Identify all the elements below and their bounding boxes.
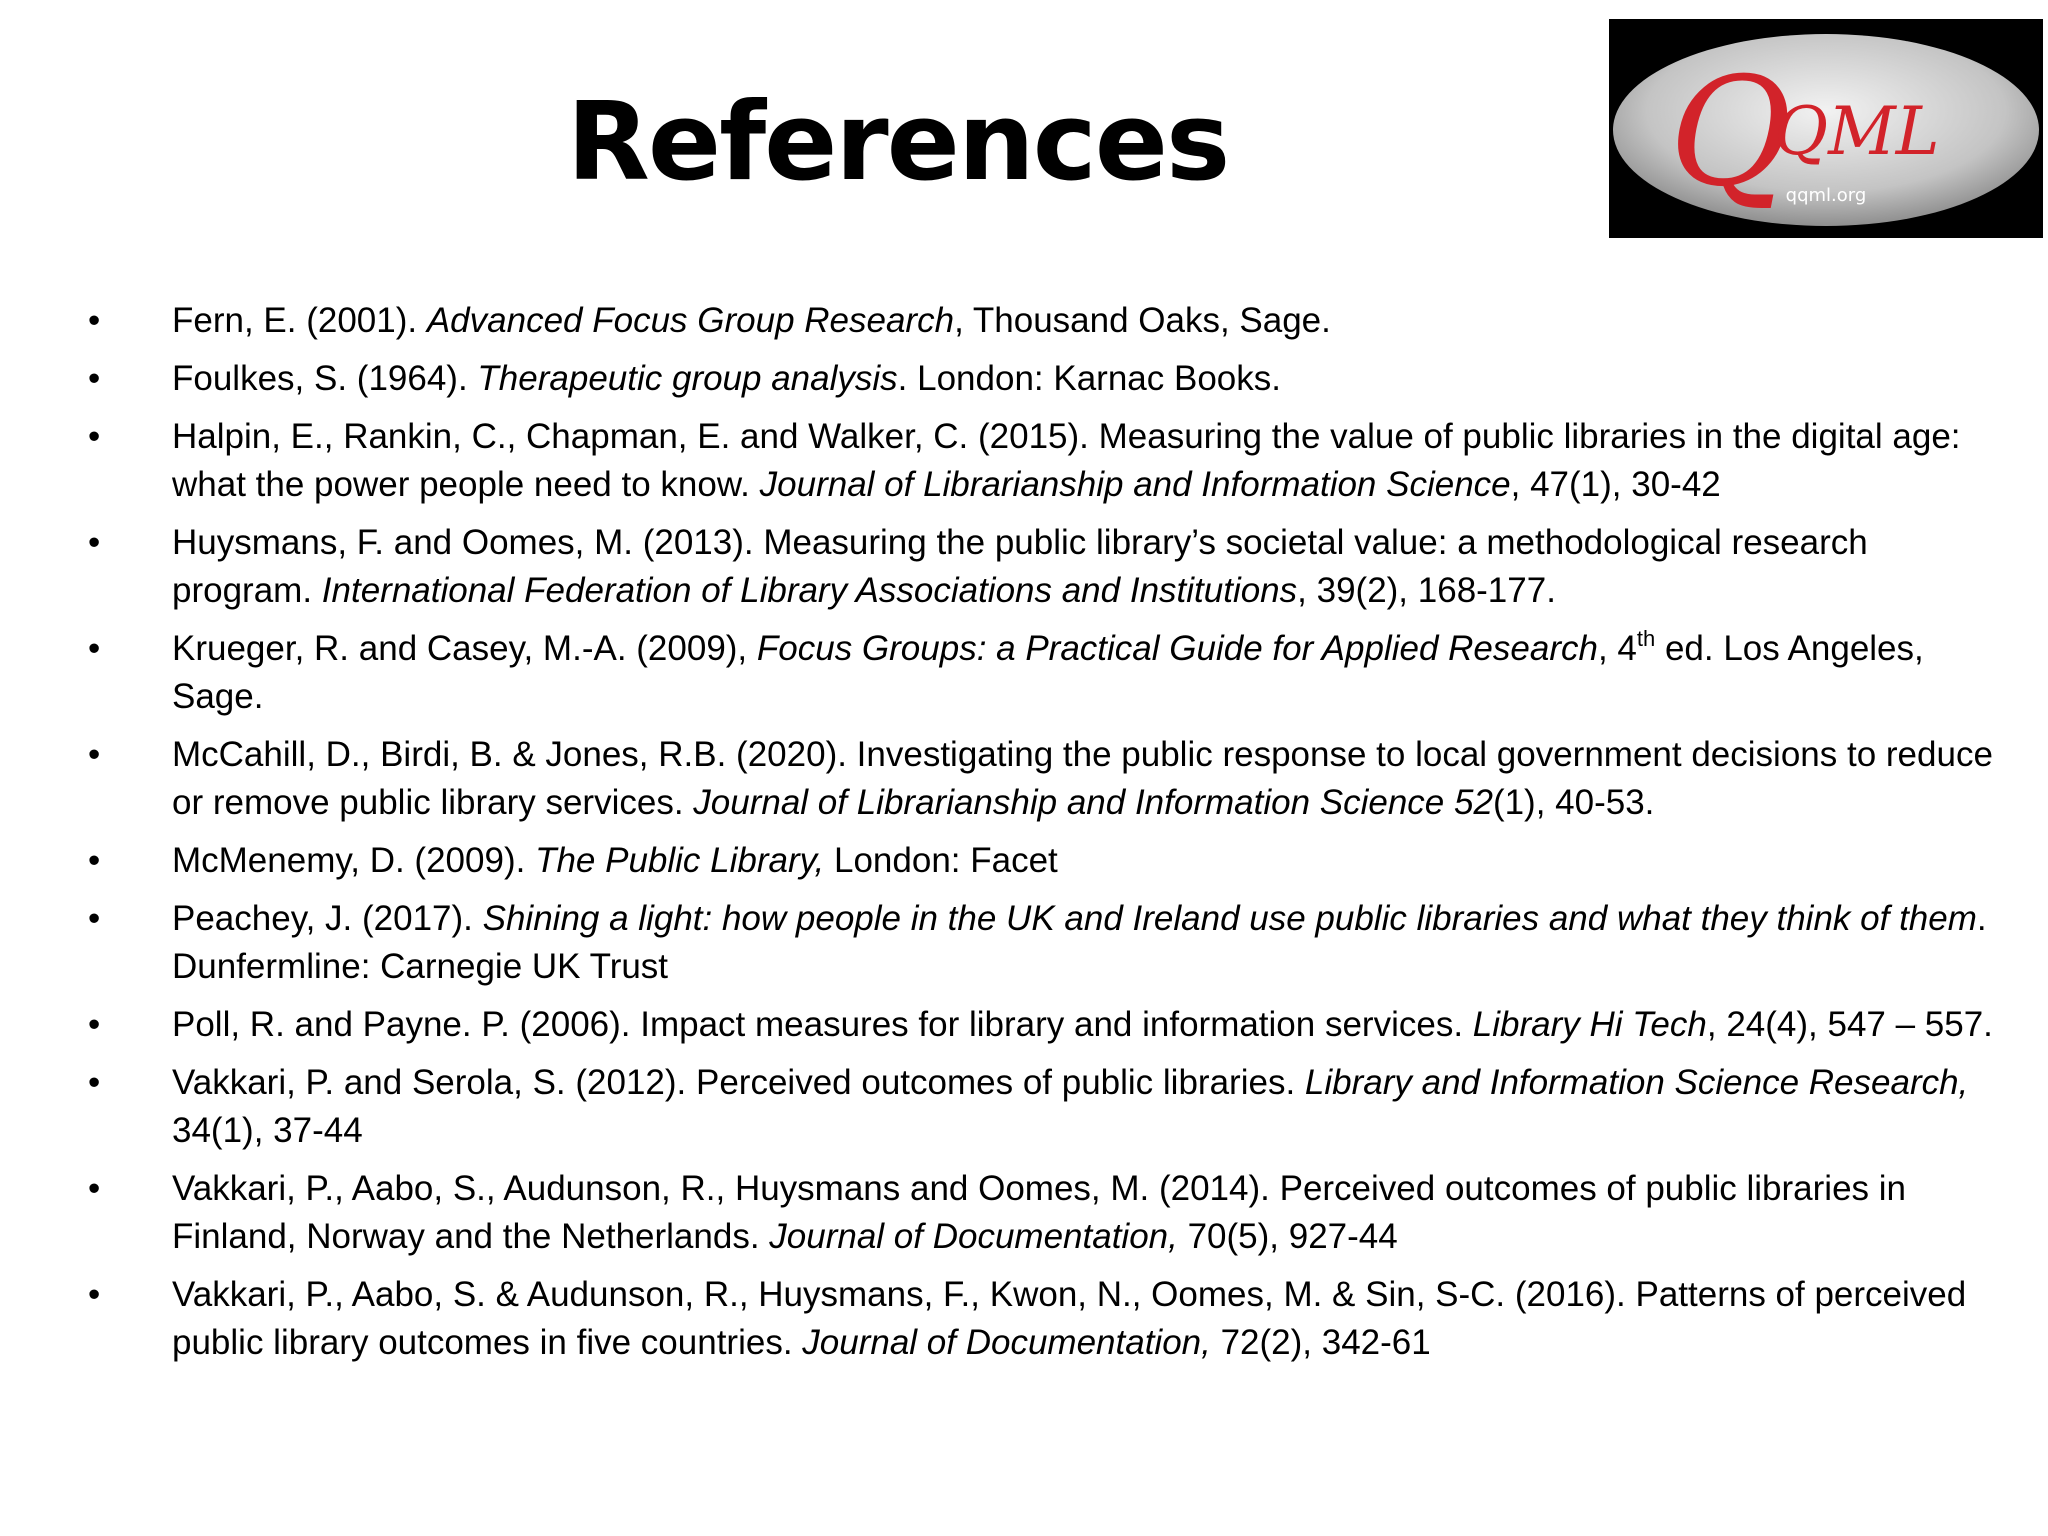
reference-authors: Huysmans, F. and Oomes, M. (2013). Measuring the public library’s societal value: a methodological research program. (172, 523, 1868, 610)
reference-text (172, 1275, 1966, 1362)
reference-details: ed. Los Angeles, Sage. (172, 629, 1924, 716)
reference-edition: , 4 (1597, 629, 1637, 668)
reference-source-title: Advanced Focus Group Research (426, 301, 955, 340)
reference-text (172, 899, 1987, 986)
reference-item (0, 837, 2048, 885)
reference-details: , Thousand Oaks, Sage. (954, 301, 1331, 340)
reference-item (0, 413, 2048, 509)
reference-source-title: Journal of Documentation, (769, 1217, 1178, 1256)
reference-text (172, 841, 1058, 880)
reference-list (0, 297, 2048, 1377)
reference-text (172, 626, 1924, 716)
reference-item (0, 1165, 2048, 1261)
reference-authors: Vakkari, P., Aabo, S., Audunson, R., Huysmans and Oomes, M. (2014). Perceived outcomes of public libraries in Finland, Norway and the Netherlands. (172, 1169, 1907, 1256)
bullet: • (88, 359, 101, 398)
reference-item (0, 297, 2048, 345)
reference-details: (1), 40-53. (1492, 783, 1655, 822)
bullet: • (88, 735, 101, 774)
reference-item (0, 731, 2048, 827)
reference-authors: Vakkari, P. and Serola, S. (2012). Perceived outcomes of public libraries. (172, 1063, 1305, 1102)
bullet: • (88, 1169, 101, 1208)
reference-source-title: Shining a light: how people in the UK and Ireland use public libraries and what they think of them (482, 899, 1977, 938)
logo-qml-letters: QML (1774, 93, 1940, 170)
bullet: • (88, 1063, 101, 1102)
bullet: • (88, 629, 101, 668)
qqml-logo-graphic (1609, 19, 2043, 238)
reference-details: . Dunfermline: Carnegie UK Trust (172, 899, 1987, 986)
reference-source-title: Journal of Librarianship and Information Science 52 (693, 783, 1493, 822)
reference-details: 70(5), 927-44 (1177, 1217, 1398, 1256)
reference-details: 34(1), 37-44 (172, 1111, 363, 1150)
reference-item (0, 1271, 2048, 1367)
reference-item (0, 895, 2048, 991)
reference-details: . London: Karnac Books. (897, 359, 1281, 398)
reference-authors: Krueger, R. and Casey, M.-A. (2009), (172, 629, 757, 668)
logo-subtext: qqml.org (1785, 185, 1867, 206)
logo-big-q: Q (1669, 46, 1792, 220)
page-title: References (566, 80, 1229, 205)
reference-item (0, 1059, 2048, 1155)
reference-source-title: Therapeutic group analysis (477, 359, 898, 398)
reference-details: , 47(1), 30-42 (1510, 465, 1721, 504)
reference-details: London: Facet (824, 841, 1058, 880)
reference-authors: Halpin, E., Rankin, C., Chapman, E. and Walker, C. (2015). Measuring the value of public libraries in the digital age: what the power people need to know. (172, 417, 1961, 504)
reference-item (0, 625, 2048, 721)
bullet: • (88, 1275, 101, 1314)
reference-text (172, 1169, 1906, 1256)
reference-source-title: Focus Groups: a Practical Guide for Applied Research (756, 629, 1598, 668)
reference-text (172, 1063, 1968, 1150)
reference-text (172, 417, 1961, 504)
bullet: • (88, 1005, 101, 1044)
bullet: • (88, 899, 101, 938)
reference-authors: Foulkes, S. (1964). (172, 359, 478, 398)
reference-text (172, 1005, 1993, 1044)
qqml-logo (1609, 19, 2043, 238)
reference-source-title: Journal of Librarianship and Information Science (759, 465, 1511, 504)
reference-details: , 24(4), 547 – 557. (1706, 1005, 1993, 1044)
reference-authors: Fern, E. (2001). (172, 301, 427, 340)
bullet: • (88, 417, 101, 456)
reference-source-title: The Public Library, (535, 841, 825, 880)
reference-source-title: Journal of Documentation, (802, 1323, 1211, 1362)
reference-item (0, 355, 2048, 403)
reference-source-title: Library Hi Tech (1472, 1005, 1707, 1044)
reference-details: , 39(2), 168-177. (1297, 571, 1556, 610)
reference-text (172, 359, 1281, 398)
reference-item (0, 1001, 2048, 1049)
reference-text (172, 523, 1868, 610)
reference-item (0, 519, 2048, 615)
reference-details: 72(2), 342-61 (1210, 1323, 1431, 1362)
reference-authors: Peachey, J. (2017). (172, 899, 483, 938)
reference-authors: Poll, R. and Payne. P. (2006). Impact measures for library and information services. (172, 1005, 1473, 1044)
reference-ordinal-suffix: th (1636, 626, 1656, 651)
reference-text (172, 735, 1993, 822)
reference-text (172, 301, 1331, 340)
reference-source-title: International Federation of Library Associations and Institutions (321, 571, 1298, 610)
bullet: • (88, 523, 101, 562)
reference-authors: Vakkari, P., Aabo, S. & Audunson, R., Huysmans, F., Kwon, N., Oomes, M. & Sin, S-C. (2016). Patterns of perceived public library outcomes in five countries. (172, 1275, 1967, 1362)
reference-source-title: Library and Information Science Research, (1304, 1063, 1969, 1102)
bullet: • (88, 841, 101, 880)
reference-authors: McCahill, D., Birdi, B. & Jones, R.B. (2020). Investigating the public response to local government decisions to reduce or remove public library services. (172, 735, 1993, 822)
reference-authors: McMenemy, D. (2009). (172, 841, 536, 880)
bullet: • (88, 301, 101, 340)
